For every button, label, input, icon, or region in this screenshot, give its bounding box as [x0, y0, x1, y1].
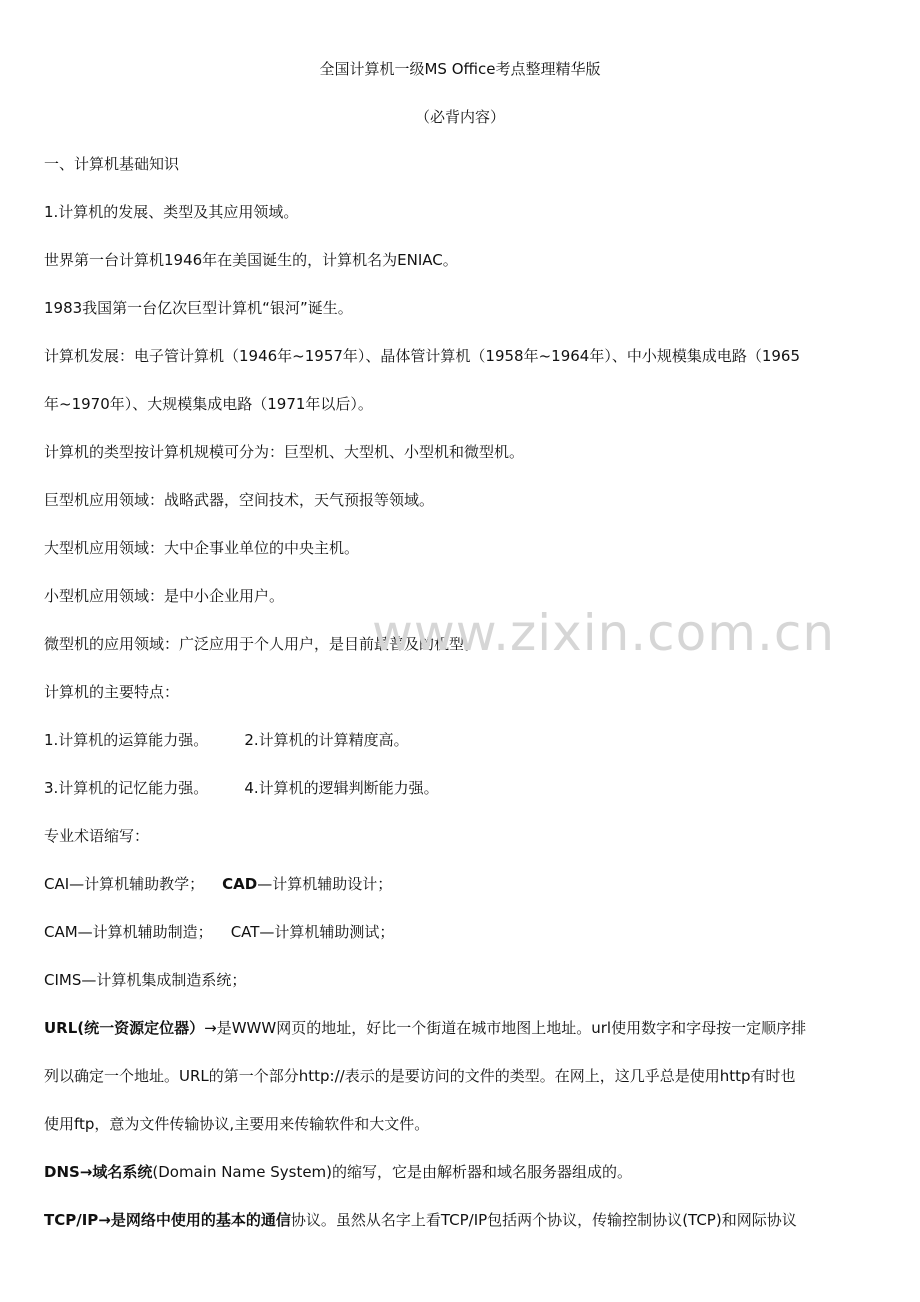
- paragraph-url-line1: [44, 1018, 878, 1038]
- term-cims: CIMS—计算机集成制造系统；: [44, 971, 247, 989]
- paragraph-url-line3: 使用ftp，意为文件传输协议,主要用来传输软件和大文件。: [44, 1115, 430, 1133]
- paragraph-development-line2: 年~1970年）、大规模集成电路（1971年以后）。: [44, 395, 373, 413]
- paragraph-dns: [44, 1162, 878, 1182]
- paragraph-tcpip: [44, 1210, 878, 1230]
- features-row-2: [44, 778, 878, 798]
- paragraph-development-line1: 计算机发展：电子管计算机（1946年~1957年）、晶体管计算机（1958年~1964年）、中小规模集成电路（1965: [44, 347, 801, 365]
- term-cat: CAT—计算机辅助测试；: [230, 923, 395, 941]
- paragraph-url-line2: 列以确定一个地址。URL的第一个部分http://表示的是要访问的文件的类型。在网上，这几乎总是使用http有时也: [44, 1067, 796, 1085]
- item-heading: 1.计算机的发展、类型及其应用领域。: [44, 203, 299, 221]
- paragraph-eniac: 世界第一台计算机1946年在美国诞生的，计算机名为ENIAC。: [44, 251, 458, 269]
- features-row-1: [44, 730, 878, 750]
- term-cad-abbr: CAD: [222, 875, 258, 893]
- tcpip-term: TCP/IP→是网络中使用的基本的通信: [44, 1211, 291, 1229]
- term-cam: CAM—计算机辅助制造；: [44, 923, 213, 941]
- feature-item: 1.计算机的运算能力强。: [44, 731, 209, 749]
- paragraph-micro: 微型机的应用领域：广泛应用于个人用户，是目前最普及的机型。: [44, 635, 480, 653]
- tcpip-definition: 协议。虽然从名字上看TCP/IP包括两个协议，传输控制协议(TCP)和网际协议: [290, 1211, 797, 1229]
- watermark: www.zixin.com.cn: [372, 604, 836, 662]
- terms-row-2: [44, 922, 878, 942]
- url-term: URL(统一资源定位器）: [44, 1019, 205, 1037]
- terms-heading: 专业术语缩写：: [44, 827, 150, 845]
- url-definition: →是WWW网页的地址，好比一个街道在城市地图上地址。url使用数字和字母按一定顺序排: [204, 1019, 807, 1037]
- feature-item: 3.计算机的记忆能力强。: [44, 779, 209, 797]
- section-heading: 一、计算机基础知识: [44, 155, 180, 173]
- features-heading: 计算机的主要特点：: [44, 683, 180, 701]
- paragraph-giant: 巨型机应用领域：战略武器，空间技术，天气预报等领域。: [44, 491, 435, 509]
- paragraph-large: 大型机应用领域：大中企事业单位的中央主机。: [44, 539, 360, 557]
- feature-item: 4.计算机的逻辑判断能力强。: [244, 779, 439, 797]
- document-subtitle: （必背内容）: [414, 108, 505, 126]
- feature-item: 2.计算机的计算精度高。: [244, 731, 409, 749]
- dns-definition: (Domain Name System)的缩写，它是由解析器和域名服务器组成的。: [152, 1163, 633, 1181]
- term-cai: CAI—计算机辅助教学；: [44, 875, 205, 893]
- document-title: 全国计算机一级MS Office考点整理精华版: [319, 60, 601, 78]
- term-cad-rest: —计算机辅助设计；: [257, 875, 393, 893]
- paragraph-yinhe: 1983我国第一台亿次巨型计算机“银河”诞生。: [44, 299, 353, 317]
- terms-row-1: [44, 874, 878, 894]
- paragraph-small: 小型机应用领域：是中小企业用户。: [44, 587, 285, 605]
- dns-term: DNS→域名系统: [44, 1163, 153, 1181]
- paragraph-types: 计算机的类型按计算机规模可分为：巨型机、大型机、小型机和微型机。: [44, 443, 525, 461]
